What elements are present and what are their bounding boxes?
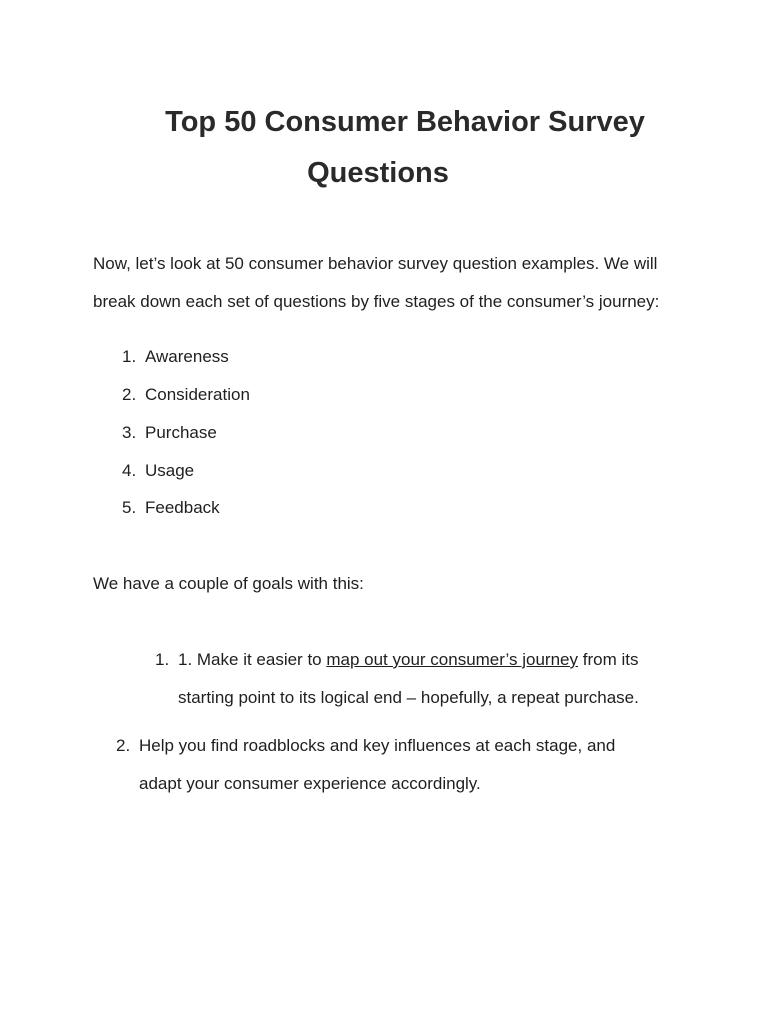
goal-text-prefix: 1. Make it easier to	[178, 650, 327, 669]
page-title-line-1: Top 50 Consumer Behavior Survey	[165, 106, 645, 138]
list-item-number: 3.	[122, 423, 137, 442]
list-item-label: Usage	[145, 461, 195, 480]
list-item-number: 5.	[122, 498, 137, 517]
list-item-number: 1.	[155, 650, 170, 669]
list-item-number: 1.	[122, 347, 137, 366]
list-item-number: 2.	[122, 385, 137, 404]
list-item-label: Awareness	[145, 347, 229, 366]
page-title-line-2: Questions	[307, 157, 449, 189]
goal-line-2: starting point to its logical end – hopefully, a repeat purchase.	[178, 688, 639, 707]
goal-line-1	[178, 651, 638, 668]
goal-line-1: Help you find roadblocks and key influences at each stage, and	[139, 736, 616, 755]
list-item-label: Feedback	[145, 498, 220, 517]
goal-line-2: adapt your consumer experience accordingly.	[139, 774, 481, 793]
goal-text-suffix: from its	[578, 650, 639, 669]
consumer-journey-link[interactable]: map out your consumer’s journey	[326, 650, 579, 669]
intro-paragraph-line-2: break down each set of questions by five stages of the consumer’s journey:	[93, 292, 660, 311]
intro-paragraph-line-1: Now, let’s look at 50 consumer behavior survey question examples. We will	[93, 254, 658, 273]
list-item-number: 4.	[122, 461, 137, 480]
list-item-number: 2.	[116, 736, 131, 755]
list-item-label: Purchase	[145, 423, 217, 442]
goals-intro: We have a couple of goals with this:	[93, 574, 364, 593]
list-item-label: Consideration	[145, 385, 250, 404]
